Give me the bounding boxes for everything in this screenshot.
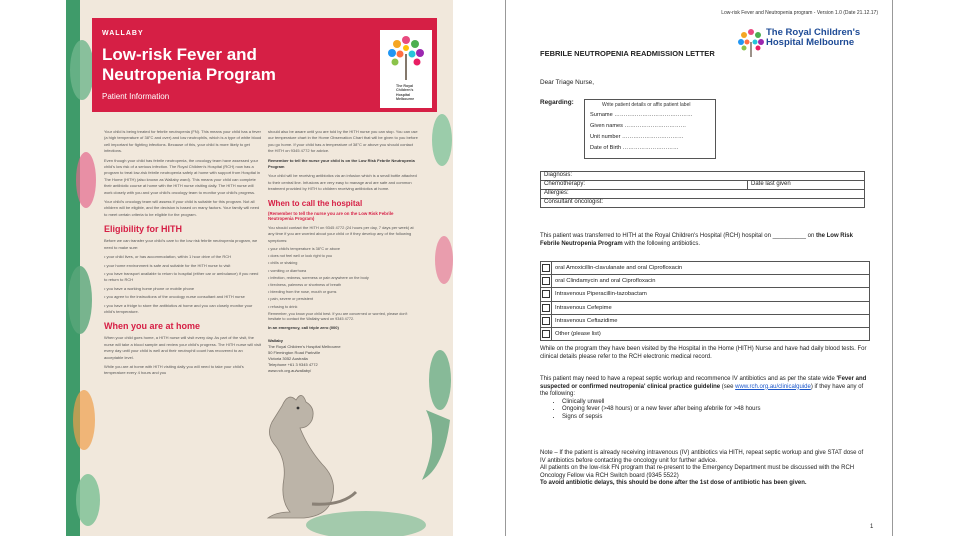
- intro-paragraph-3: Your child's oncology team will assess if your child is suitable for this program. Not all children will be eligible, and the decision is based on many factors. Your family will need to meet certain criteria to be eligible for the program.: [104, 199, 260, 217]
- at-home-paragraph-2: While you are at home with HITH visiting daily you will need to take your child's temperature every 4 hours and you: [104, 363, 244, 376]
- letter-title: FEBRILE NEUTROPENIA READMISSION LETTER: [540, 49, 715, 58]
- brochure-subtitle: Patient Information: [102, 92, 170, 101]
- given-names-field[interactable]: Given names ……………………………: [590, 123, 687, 129]
- contact-line: Wallaby: [268, 337, 283, 343]
- note-paragraph: [540, 450, 870, 488]
- sepsis-text-2: (see: [720, 383, 736, 390]
- emergency-note: In an emergency, call triple zero (000): [268, 325, 339, 331]
- sepsis-text: This patient may need to have a repeat septic workup and recommence IV antibiotics and as per the state wide: [540, 376, 837, 382]
- eligibility-heading: Eligibility for HITH: [104, 224, 182, 235]
- contact-line: The Royal Children's Hospital Melbourne: [268, 343, 341, 349]
- consultant-cell[interactable]: Consultant oncologist:: [541, 199, 865, 208]
- brochure-column-2: [268, 129, 418, 374]
- table-row: [541, 262, 870, 275]
- eligibility-item: • you have transport available to return to hospital (either car or ambulance) if you need to return to RCH: [104, 270, 259, 283]
- antibiotic-checkbox[interactable]: [541, 314, 552, 327]
- contact-line: 50 Flemington Road Parkville: [268, 349, 321, 355]
- contact-line: Telephone +61 3 9345 4772: [268, 361, 318, 367]
- criteria-item: • Signs of sepsis: [562, 414, 870, 422]
- guideline-name: 'Fever and suspected or confirmed neutropenia' clinical practice guideline: [540, 376, 867, 390]
- table-row: [541, 288, 870, 301]
- rch-tree-icon: [736, 26, 766, 58]
- criteria-item: • Clinically unwell: [562, 399, 870, 407]
- septic-workup-paragraph: [540, 376, 870, 422]
- symptom-item: • your child's temperature is 38°C or above: [268, 247, 340, 252]
- contact-line: www.rch.org.au/wallaby/: [268, 367, 312, 373]
- clinical-guide-link[interactable]: www.rch.org.au/clinicalguide: [735, 383, 811, 390]
- table-row: [541, 199, 865, 208]
- unit-number-field[interactable]: Unit number ……………………………: [590, 134, 684, 140]
- antibiotic-option: Intravenous Piperacillin-tazobactam: [552, 288, 870, 301]
- brochure-title: Low-risk Fever and Neutropenia Program: [102, 45, 276, 84]
- symptom-item: • tiredness, paleness or shortness of breath: [268, 283, 342, 288]
- antibiotic-checkbox[interactable]: [541, 327, 552, 340]
- temperature-paragraph: should also be aware until you are told by the HITH nurse you can stop. You can use our temperature chart in the Home Observation Chart that will be given to you before you go home. If your child has a temperature of 38°C or above you should contact the HITH on 9345 4772 for advice.: [268, 129, 418, 154]
- table-row: [541, 172, 865, 181]
- intro-paragraph-2: Even though your child has febrile neutropenia, the oncology team have assessed your child's low risk of a serious infection. The Royal Children's Hospital (RCH) now has a program to treat low-risk febrile neutropenia safely at home with support from Hospital in The Home (HITH) (also known as Wallaby ward). This means your child can complete their antibiotic course at home with the HITH nurse visiting daily. The HITH nurse will work closely with you and your child's oncology team to monitor your child's progress.: [104, 157, 261, 195]
- symptom-item: • refusing to drink: [268, 304, 298, 309]
- rch-logo-text: The Royal Children's Hospital Melbourne: [396, 84, 415, 102]
- page-number: 1: [870, 524, 874, 530]
- intro-paragraph-1: Your child is being treated for febrile neutropenia (FN). This means your child has a fever (a high temperature of 38°C and over) and low neutrophils, which is a type of white blood cell important for fighting infections. Because of this, your child is more likely to get infections.: [104, 129, 262, 154]
- letter-header: Low-risk Fever and Neutropenia program - Version 1.0 (Date 21.12.17): [721, 10, 878, 16]
- transfer-paragraph: [540, 233, 870, 248]
- patient-details-box[interactable]: [584, 99, 716, 159]
- brochure-brand: WALLABY: [102, 30, 144, 37]
- chemotherapy-cell[interactable]: Chemotherapy:: [541, 181, 748, 190]
- kangaroo-illustration: [242, 386, 362, 526]
- eligibility-intro: Before we can transfer your child's care to the low risk febrile neutropenia program, we need to make sure:: [104, 238, 258, 250]
- at-home-heading: When you are at home: [104, 321, 201, 332]
- date-last-given-cell[interactable]: Date last given: [748, 181, 865, 190]
- antibiotic-option: Other (please list): [552, 327, 870, 340]
- symptom-item: • vomiting or diarrhoea: [268, 268, 307, 273]
- allergies-cell[interactable]: Allergies:: [541, 190, 865, 199]
- symptom-item: • bleeding from the nose, mouth or gums: [268, 290, 337, 295]
- antibiotic-option: oral Clindamycin and oral Ciprofloxacin: [552, 275, 870, 288]
- patient-brochure: [66, 0, 453, 536]
- criteria-item: • Ongoing fever (>48 hours) or a new fever after being afebrile for >48 hours: [562, 406, 870, 414]
- antibiotic-checkbox[interactable]: [541, 262, 552, 275]
- trust-instinct-note: Remember, you know your child best. If you are concerned or worried, please don't hesitate to contact the Wallaby ward on 9345 4772.: [268, 311, 408, 322]
- eligibility-item: • you have a working home phone or mobile phone: [104, 285, 195, 291]
- table-row: [541, 327, 870, 340]
- surname-field[interactable]: Surname ……………………………………: [590, 112, 693, 118]
- note-line: All patients on the low-risk FN program that re-present to the Emergency Department must be discussed with the RCH Oncology Fellow via RCH Switch board (9345 5522): [540, 465, 855, 479]
- symptom-item: • does not feel well or look right to you: [268, 254, 333, 259]
- at-home-paragraph-1: When your child goes home, a HITH nurse will visit every day. As part of the visit, the nurse will take a blood sample and review your child's progress. The HITH nurse will visit every day until your child is well and their neutrophil count has recovered to an acceptable level.: [104, 335, 261, 360]
- regarding-label: Regarding:: [540, 99, 574, 106]
- antibiotics-table: [540, 261, 870, 341]
- call-hospital-heading: When to call the hospital: [268, 198, 363, 208]
- transfer-text: This patient was transferred to HITH at the Royal Children's Hospital (RCH) hospital on __________ on: [540, 233, 815, 239]
- antibiotic-option: Intravenous Ceftazidime: [552, 314, 870, 327]
- antibiotic-option: oral Amoxicillin-clavulanate and oral Ciprofloxacin: [552, 262, 870, 275]
- contact-line: Victoria 3052 Australia: [268, 355, 308, 361]
- symptom-item: • pain, severe or persistent: [268, 297, 314, 302]
- program-name: the Low Risk Febrile Neutropenia Program: [540, 233, 853, 247]
- table-row: [541, 190, 865, 199]
- table-row: [541, 275, 870, 288]
- table-row: [541, 314, 870, 327]
- diagnosis-cell[interactable]: Diagnosis:: [541, 172, 865, 181]
- hith-paragraph: While on the program they have been visited by the Hospital in the Home (HITH) Nurse and have had daily blood tests. For clinical details please refer to the RCH electronic medical record.: [540, 346, 867, 360]
- sepsis-text-3: ) if they have any of the following:: [540, 383, 864, 398]
- remember-note: Remember to tell the nurse your child is on the Low Risk Febrile Neutropenia Program: [268, 157, 415, 170]
- table-row: [541, 181, 865, 190]
- antibiotic-option: Intravenous Cefepime: [552, 301, 870, 314]
- note-line: Note – If the patient is already receiving intravenous (IV) antibiotics via HITH, repeat septic workup and give STAT dose of IV antibiotics before contacting the oncology unit for further advice.: [540, 450, 864, 464]
- contact-block: [268, 338, 418, 374]
- brochure-column-1: [104, 129, 262, 380]
- eligibility-item: • your home environment is safe and suitable for the HITH nurse to visit: [104, 262, 231, 268]
- letter-logo-text: The Royal Children's Hospital Melbourne: [766, 27, 861, 48]
- antibiotic-checkbox[interactable]: [541, 275, 552, 288]
- diagnosis-table: [540, 171, 865, 208]
- infusion-paragraph: Your child will be receiving antibiotics via an infusion which is a small bottle attached to their central line. Infusions are very easy to manage and are safe and common treatment provided by HITH to children receiving antibiotics at home.: [268, 173, 417, 192]
- eligibility-item: • your child lives, or has accommodation, within 1 hour drive of the RCH: [104, 254, 232, 260]
- readmission-letter: [505, 0, 893, 536]
- antibiotic-checkbox[interactable]: [541, 301, 552, 314]
- table-row: [541, 301, 870, 314]
- transfer-text-end: with the following antibiotics.: [622, 240, 701, 247]
- antibiotic-checkbox[interactable]: [541, 288, 552, 301]
- rch-tree-icon: [380, 30, 432, 84]
- call-hospital-intro: You should contact the HITH on 9345 4772 (24 hours per day, 7 days per week) at any time if you are worried about your child or if they develop any of the following symptoms:: [268, 224, 414, 243]
- rch-logo: [380, 30, 432, 108]
- greeting: Dear Triage Nurse,: [540, 79, 594, 86]
- patient-details-hint: Write patient details or affix patient label: [602, 102, 691, 108]
- date-of-birth-field[interactable]: Date of Birth …………………………: [590, 145, 679, 151]
- symptom-item: • chills or shaking: [268, 261, 298, 266]
- criteria-list: [562, 399, 870, 422]
- symptom-item: • infection, redness, soreness or pain anywhere on the body: [268, 275, 369, 280]
- letter-rch-logo: [736, 26, 882, 60]
- eligibility-item: • you agree to the instructions of the oncology nurse consultant and HITH nurse: [104, 294, 245, 300]
- final-instruction: To avoid antibiotic delays, this should be done after the 1st dose of antibiotic has been given.: [540, 480, 807, 487]
- eligibility-item: • you have a fridge to store the antibiotics at home and you can closely monitor your child's temperature.: [104, 302, 253, 314]
- call-hospital-reminder: (Remember to tell the nurse you are on the Low Risk Febrile Neutropenia Program): [268, 210, 394, 222]
- brochure-header: [92, 18, 437, 112]
